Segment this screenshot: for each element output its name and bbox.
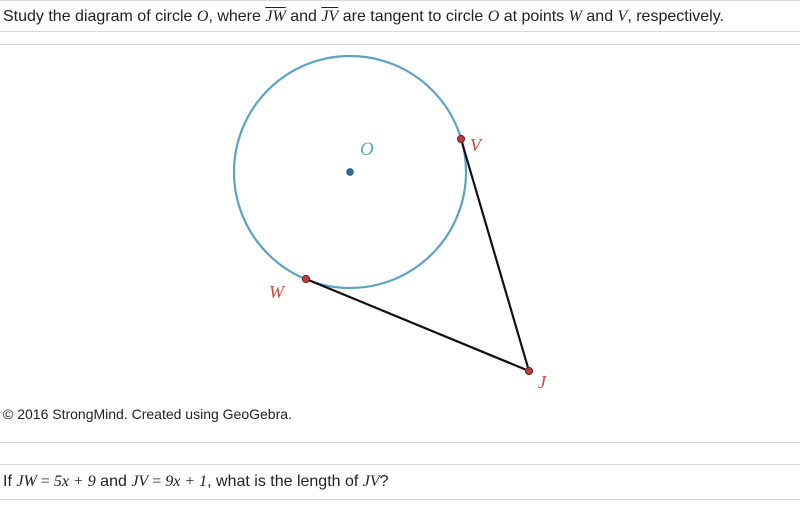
intro-text-5: at points bbox=[499, 8, 569, 25]
label-j: J bbox=[538, 372, 546, 392]
intro-circle-name-2: O bbox=[487, 8, 500, 25]
point-v bbox=[457, 135, 464, 142]
question-divider-2 bbox=[0, 464, 800, 465]
question-text-3: , what is the length of bbox=[207, 473, 363, 490]
tangent-diagram bbox=[0, 47, 800, 397]
label-v: V bbox=[470, 135, 481, 155]
intro-circle-name: O bbox=[196, 8, 209, 25]
center-point bbox=[347, 169, 353, 175]
intro-text-2: , where bbox=[208, 8, 266, 25]
question-equals-2: = bbox=[148, 473, 166, 490]
question-equals-1: = bbox=[36, 473, 54, 490]
question-lhs-jv: JV bbox=[131, 473, 149, 490]
segment-jw bbox=[306, 279, 529, 371]
label-w: W bbox=[269, 282, 284, 302]
intro-point-w: W bbox=[568, 8, 582, 25]
top-divider bbox=[0, 0, 800, 1]
intro-divider-2 bbox=[0, 44, 800, 45]
point-w bbox=[302, 275, 309, 282]
question-text bbox=[0, 471, 800, 493]
intro-divider-1 bbox=[0, 31, 800, 32]
question-lhs-jw: JW bbox=[16, 473, 37, 490]
question-target-jv: JV bbox=[362, 473, 380, 490]
intro-text-1: Study the diagram of circle bbox=[3, 8, 197, 25]
problem-statement bbox=[0, 6, 800, 28]
intro-segment-jv: $\overline{JV}$ bbox=[321, 8, 339, 25]
question-text-2: and bbox=[95, 473, 132, 490]
question-divider-1 bbox=[0, 442, 800, 443]
question-text-1: If bbox=[3, 473, 17, 490]
label-o: O bbox=[360, 139, 374, 160]
image-credit: © 2016 StrongMind. Created using GeoGebra. bbox=[3, 406, 292, 422]
intro-text-7: , respectively. bbox=[627, 8, 724, 25]
intro-text-4: are tangent to circle bbox=[338, 8, 488, 25]
intro-segment-jw: $\overline{JW}$ bbox=[265, 8, 286, 25]
intro-text-6: and bbox=[581, 8, 618, 25]
segment-jv bbox=[461, 139, 529, 371]
point-j bbox=[525, 367, 532, 374]
question-text-4: ? bbox=[379, 473, 389, 490]
bottom-divider bbox=[0, 499, 800, 500]
question-rhs-jv: 9x + 1 bbox=[165, 473, 208, 490]
intro-point-v: V bbox=[617, 8, 628, 25]
question-rhs-jw: 5x + 9 bbox=[53, 473, 96, 490]
intro-text-3: and bbox=[285, 8, 322, 25]
